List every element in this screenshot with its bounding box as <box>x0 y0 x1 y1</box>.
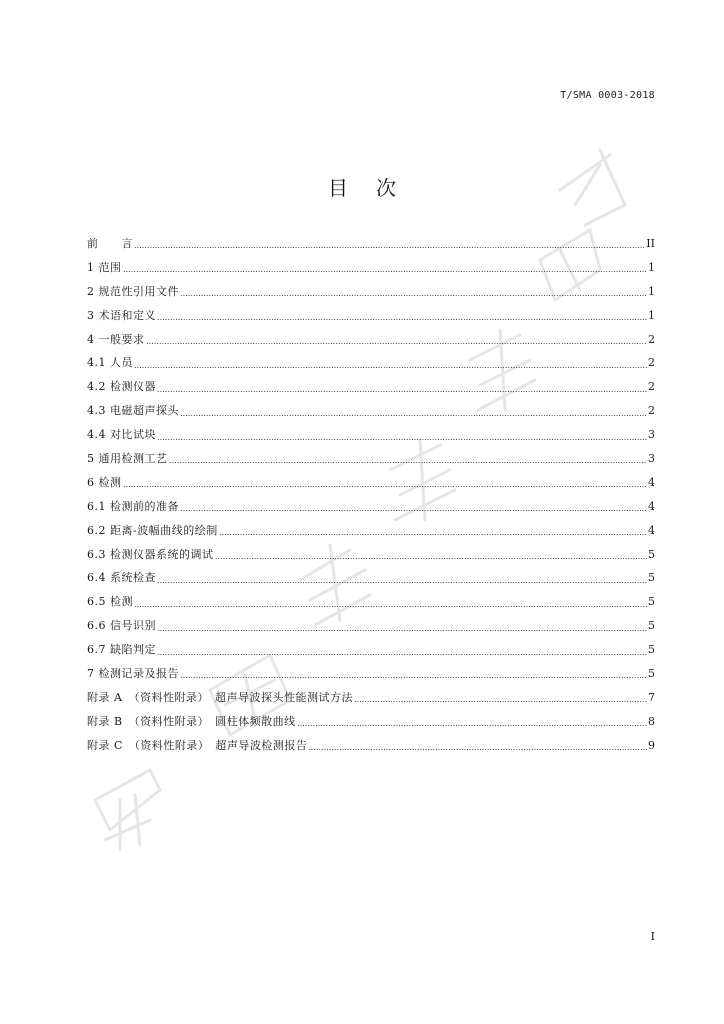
toc-entry-label: 附录 C （资料性附录） 超声导波检测报告 <box>87 738 308 752</box>
toc-entry[interactable] <box>87 399 655 423</box>
toc-entry-label: 3 术语和定义 <box>87 308 156 322</box>
toc-entry-label: 4.1 人员 <box>87 356 133 370</box>
toc-dot-leader <box>180 295 647 296</box>
toc-dot-leader <box>297 725 647 726</box>
toc-entry-page-number: 4 <box>648 499 655 513</box>
toc-entry[interactable] <box>87 519 655 543</box>
toc-dot-leader <box>157 391 647 392</box>
toc-entry[interactable] <box>87 566 655 590</box>
toc-entry-label: 4.4 对比试块 <box>87 428 156 442</box>
toc-entry-label: 6.4 系统检查 <box>87 571 156 585</box>
toc-entry-page-number: 1 <box>648 308 655 322</box>
toc-entry-page-number: 4 <box>648 475 655 489</box>
toc-entry-label: 2 规范性引用文件 <box>87 284 179 298</box>
toc-entry-page-number: 4 <box>648 523 655 537</box>
toc-entry[interactable] <box>87 471 655 495</box>
toc-entry-page-number: 5 <box>648 619 655 633</box>
toc-entry-label: 1 范围 <box>87 260 122 274</box>
toc-entry[interactable] <box>87 375 655 399</box>
toc-entry-label: 4.3 电磁超声探头 <box>87 404 179 418</box>
toc-entry-label: 6.7 缺陷判定 <box>87 643 156 657</box>
toc-entry[interactable] <box>87 328 655 352</box>
toc-entry[interactable] <box>87 686 655 710</box>
toc-dot-leader <box>157 630 647 631</box>
toc-entry-label: 6.6 信号识别 <box>87 619 156 633</box>
toc-entry-page-number: II <box>646 236 655 250</box>
toc-entry[interactable] <box>87 734 655 758</box>
toc-dot-leader <box>169 462 648 463</box>
toc-entry-label: 6 检测 <box>87 475 122 489</box>
toc-dot-leader <box>134 367 647 368</box>
toc-entry-label: 4.2 检测仪器 <box>87 380 156 394</box>
toc-entry-page-number: 2 <box>648 332 655 346</box>
toc-dot-leader <box>123 271 648 272</box>
table-of-contents <box>87 232 655 758</box>
toc-entry[interactable] <box>87 304 655 328</box>
toc-dot-leader <box>215 558 648 559</box>
toc-entry[interactable] <box>87 495 655 519</box>
toc-entry-page-number: 1 <box>648 284 655 298</box>
toc-entry-page-number: 2 <box>648 380 655 394</box>
toc-dot-leader <box>180 677 647 678</box>
toc-entry-page-number: 5 <box>648 547 655 561</box>
toc-entry-label: 5 通用检测工艺 <box>87 451 168 465</box>
toc-dot-leader <box>134 606 647 607</box>
toc-entry[interactable] <box>87 662 655 686</box>
toc-entry-page-number: 2 <box>648 404 655 418</box>
toc-entry[interactable] <box>87 590 655 614</box>
toc-entry[interactable] <box>87 614 655 638</box>
toc-entry[interactable] <box>87 543 655 567</box>
toc-entry[interactable] <box>87 447 655 471</box>
toc-dot-leader <box>354 701 647 702</box>
toc-entry-page-number: 2 <box>648 356 655 370</box>
toc-entry-label: 6.3 检测仪器系统的调试 <box>87 547 214 561</box>
toc-dot-leader <box>146 343 648 344</box>
toc-entry[interactable] <box>87 710 655 734</box>
toc-entry-label: 前 言 <box>87 236 133 250</box>
toc-entry-label: 7 检测记录及报告 <box>87 666 179 680</box>
toc-dot-leader <box>157 439 647 440</box>
toc-entry-label: 6.2 距离-波幅曲线的绘制 <box>87 523 218 537</box>
toc-entry[interactable] <box>87 423 655 447</box>
toc-entry-page-number: 8 <box>648 714 655 728</box>
toc-entry[interactable] <box>87 232 655 256</box>
toc-entry-label: 6.1 检测前的准备 <box>87 499 179 513</box>
toc-dot-leader <box>180 510 647 511</box>
toc-entry-page-number: 7 <box>648 690 655 704</box>
page-title: 目次 <box>328 176 424 200</box>
toc-entry[interactable] <box>87 638 655 662</box>
toc-dot-leader <box>219 534 647 535</box>
standard-number: T/SMA 0003-2018 <box>560 90 655 101</box>
toc-entry[interactable] <box>87 256 655 280</box>
toc-dot-leader <box>123 486 648 487</box>
toc-entry-label: 附录 A （资料性附录） 超声导波探头性能测试方法 <box>87 690 353 704</box>
toc-entry-page-number: 5 <box>648 571 655 585</box>
toc-entry-label: 4 一般要求 <box>87 332 145 346</box>
toc-dot-leader <box>157 654 647 655</box>
toc-dot-leader <box>157 582 647 583</box>
toc-dot-leader <box>157 319 647 320</box>
toc-entry-page-number: 9 <box>648 738 655 752</box>
toc-entry[interactable] <box>87 280 655 304</box>
toc-entry-label: 附录 B （资料性附录） 圆柱体频散曲线 <box>87 714 296 728</box>
page-number: I <box>650 930 655 943</box>
toc-entry-page-number: 5 <box>648 643 655 657</box>
toc-dot-leader <box>180 415 647 416</box>
toc-entry-label: 6.5 检测 <box>87 595 133 609</box>
toc-entry-page-number: 1 <box>648 260 655 274</box>
toc-entry-page-number: 5 <box>648 666 655 680</box>
toc-dot-leader <box>308 749 647 750</box>
toc-entry[interactable] <box>87 351 655 375</box>
toc-dot-leader <box>134 247 645 248</box>
toc-entry-page-number: 5 <box>648 595 655 609</box>
toc-entry-page-number: 3 <box>648 428 655 442</box>
toc-entry-page-number: 3 <box>648 451 655 465</box>
